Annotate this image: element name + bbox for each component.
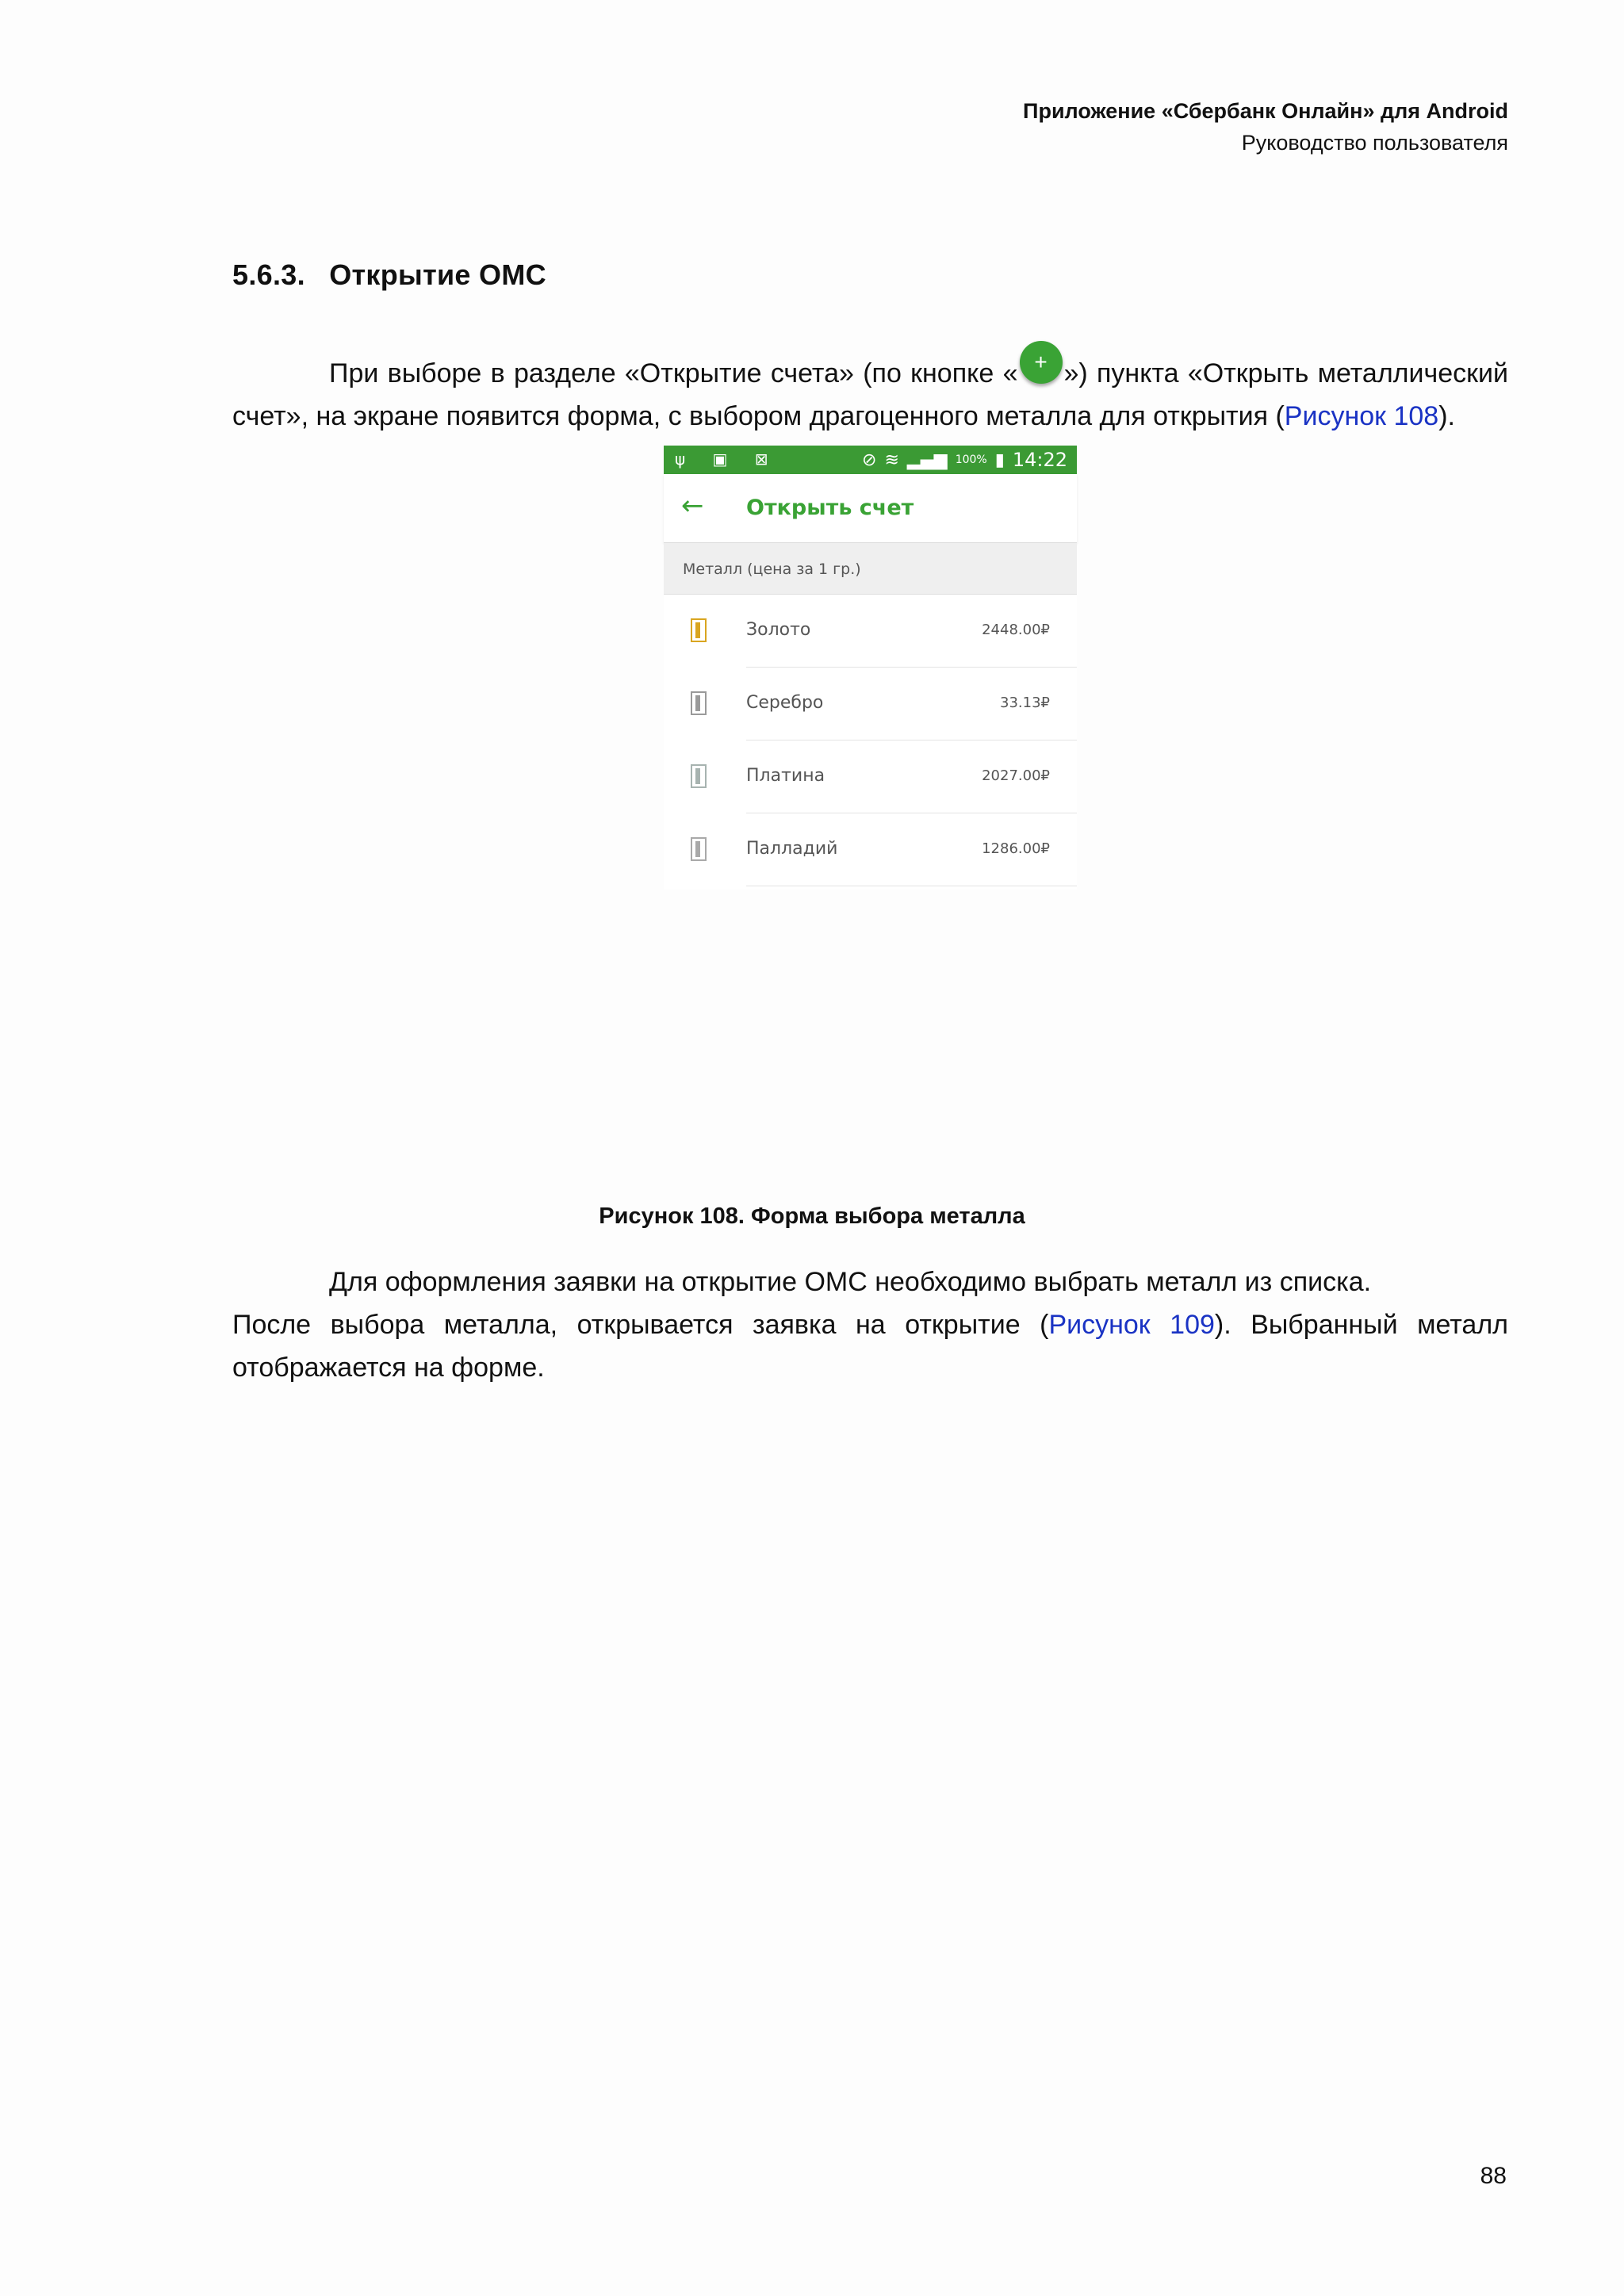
battery-level: 100%	[955, 453, 987, 466]
metal-bar-icon	[691, 764, 707, 788]
header-title: Приложение «Сбербанк Онлайн» для Android	[1023, 99, 1508, 123]
metal-name: Платина	[746, 766, 825, 786]
intro-text-1: При выборе в разделе «Открытие счета» (по кнопке «	[329, 358, 1018, 388]
section-title: Открытие ОМС	[329, 258, 546, 291]
metal-row[interactable]	[664, 740, 1077, 813]
metal-row[interactable]	[664, 595, 1077, 668]
signal-icon: ▂▄▆	[906, 450, 948, 470]
metal-row[interactable]	[664, 813, 1077, 886]
list-header	[664, 543, 1077, 595]
metal-price: 2448.00₽	[982, 622, 1050, 638]
paragraph-select-metal	[232, 1261, 1508, 1303]
metal-bar-icon	[691, 837, 707, 861]
paragraph-after-select	[232, 1303, 1508, 1389]
metal-price: 2027.00₽	[982, 767, 1050, 784]
figure-link-109[interactable]: Рисунок 109	[1048, 1310, 1215, 1340]
phone-screenshot	[664, 446, 1077, 890]
metal-name: Палладий	[746, 839, 838, 859]
status-right	[862, 449, 1067, 471]
document-header	[1023, 95, 1508, 159]
back-arrow-icon[interactable]: ←	[681, 490, 704, 522]
after-select-text-2: ). Выбранный металл отображается на форме.	[232, 1310, 1509, 1383]
screen-title: Открыть счет	[746, 496, 914, 520]
list-header-label: Металл (цена за 1 гр.)	[683, 561, 861, 578]
header-subtitle: Руководство пользователя	[1241, 131, 1508, 155]
section-number: 5.6.3.	[232, 258, 305, 291]
figure-link-108[interactable]: Рисунок 108	[1284, 401, 1439, 431]
notification-icons: ψ ▣ ⊠	[675, 450, 779, 469]
status-time: 14:22	[1012, 449, 1067, 471]
battery-icon: ▮	[994, 450, 1005, 470]
mute-icon: ⊘	[862, 450, 877, 470]
status-bar	[664, 446, 1077, 474]
metal-bar-icon	[691, 691, 707, 715]
intro-text-3: ).	[1438, 401, 1455, 431]
wifi-icon: ≋	[884, 450, 899, 470]
intro-text-2: ») пункта «Открыть металлический счет», на экране появится форма, с выбором драгоценного металла для открытия (	[232, 358, 1508, 431]
page-number: 88	[1480, 2163, 1507, 2189]
section-heading	[232, 258, 546, 292]
select-metal-text: Для оформления заявки на открытие ОМС необходимо выбрать металл из списка.	[329, 1267, 1372, 1297]
metal-name: Серебро	[746, 693, 824, 713]
intro-paragraph	[232, 341, 1508, 438]
figure-caption: Рисунок 108. Форма выбора металла	[599, 1203, 1025, 1229]
plus-icon: +	[1020, 341, 1063, 384]
metal-bar-icon	[691, 618, 707, 642]
metal-row[interactable]	[664, 668, 1077, 740]
metal-name: Золото	[746, 620, 811, 640]
after-select-text-1: После выбора металла, открывается заявка на открытие (	[232, 1310, 1049, 1340]
metal-price: 1286.00₽	[982, 840, 1050, 857]
app-bar	[664, 474, 1077, 543]
metal-price: 33.13₽	[1000, 695, 1050, 711]
